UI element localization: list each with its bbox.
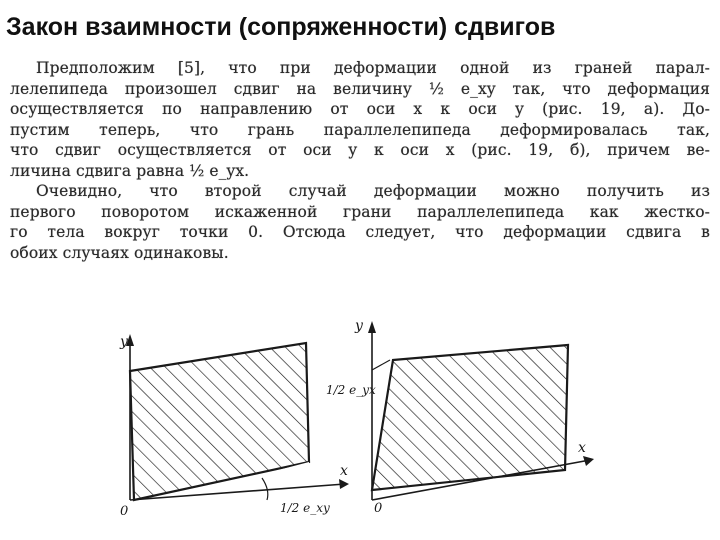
slide-title: Закон взаимности (сопряженности) сдвигов <box>6 13 556 41</box>
shear-angle-arc <box>262 478 268 500</box>
x-arrow-icon <box>583 456 594 466</box>
text-line: Предположим [5], что при деформации одной из граней парал- <box>36 59 710 77</box>
y-arrow-icon <box>368 321 376 333</box>
figure-a <box>119 334 349 519</box>
shear-label-b: 1/2 e_yx <box>326 383 376 397</box>
x-arrow-icon <box>339 479 349 489</box>
text-line: го тела вокруг точки 0. Отсюда следует, что деформации сдвига в <box>10 223 710 241</box>
text-line: обоих случаях одинаковы. <box>10 243 229 262</box>
text-line: что сдвиг осуществляется от оси y к оси x (рис. 19, б), причем ве- <box>10 141 710 159</box>
sheared-face-a <box>130 343 309 500</box>
y-label-b: y <box>355 318 363 334</box>
y-label-a: y <box>120 334 128 350</box>
shear-angle-tick <box>372 360 390 370</box>
x-label-b: x <box>578 440 586 456</box>
text-line: первого поворотом искаженной грани параллелепипеда как жестко- <box>10 202 710 221</box>
text-line: осуществляется по направлению от оси x к оси y (рис. 19, а). До- <box>10 100 710 118</box>
shear-label-a: 1/2 e_xy <box>280 501 330 515</box>
origin-label-a: 0 <box>120 504 129 519</box>
text-line: лелепипеда произошел сдвиг на величину ½ e_xy так, что деформация <box>10 79 710 98</box>
text-line: Очевидно, что второй случай деформации можно получить из <box>36 182 710 200</box>
text-line: пустим теперь, что грань параллелепипеда деформировалась так, <box>10 120 710 139</box>
origin-label-b: 0 <box>374 501 383 516</box>
x-label-a: x <box>340 463 348 479</box>
figure-b <box>326 318 594 516</box>
sheared-face-b <box>372 345 568 490</box>
text-line: личина сдвига равна ½ e_yx. <box>10 161 250 180</box>
